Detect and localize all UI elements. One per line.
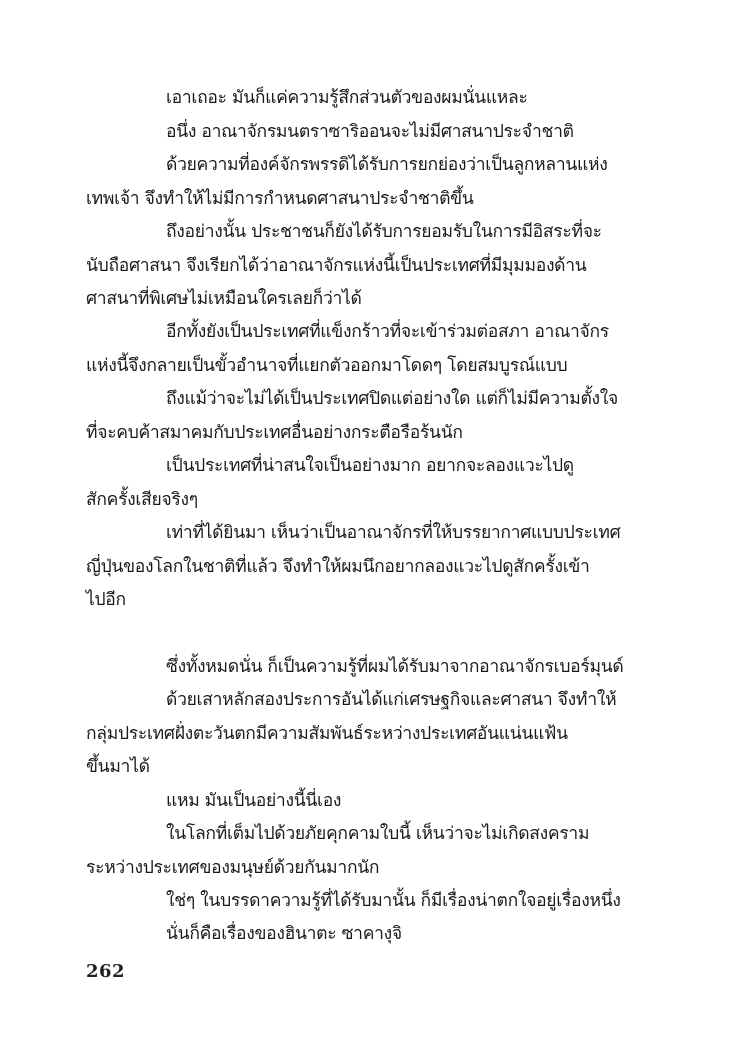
page-number: 262 <box>86 961 126 982</box>
text-line: เอาเถอะ มันก็แค่ความรู้สึกส่วนตัวของผมนั่นแหละ <box>166 88 528 108</box>
text-line: ระหว่างประเทศของมนุษย์ด้วยกันมากนัก <box>86 858 380 878</box>
text-line: ศาสนาที่พิเศษไม่เหมือนใครเลยก็ว่าได้ <box>86 289 362 309</box>
text-line: นั่นก็คือเรื่องของฮินาตะ ซาคางุจิ <box>166 924 402 944</box>
text-line: ขึ้นมาได้ <box>86 757 150 777</box>
text-line: ในโลกที่เต็มไปด้วยภัยคุกคามใบนี้ เห็นว่าจะไม่เกิดสงคราม <box>166 824 590 844</box>
text-line: ใช่ๆ ในบรรดาความรู้ที่ได้รับมานั้น ก็มีเรื่องน่าตกใจอยู่เรื่องหนึ่ง <box>166 891 621 911</box>
text-line: ญี่ปุ่นของโลกในชาติที่แล้ว จึงทำให้ผมนึกอยากลองแวะไปดูสักครั้งเข้า <box>86 557 590 577</box>
text-line: ซึ่งทั้งหมดนั่น ก็เป็นความรู้ที่ผมได้รับมาจากอาณาจักรเบอร์มุนด์ <box>166 657 624 677</box>
text-line: อนึ่ง อาณาจักรมนตราซาริออนจะไม่มีศาสนาประจำชาติ <box>166 122 574 142</box>
text-line: ถึงอย่างนั้น ประชาชนก็ยังได้รับการยอมรับในการมีอิสระที่จะ <box>166 222 602 242</box>
text-line: แหม มันเป็นอย่างนี้นี่เอง <box>166 791 342 811</box>
text-line: ถึงแม้ว่าจะไม่ได้เป็นประเทศปิดแต่อย่างใด แต่ก็ไม่มีความตั้งใจ <box>166 389 618 409</box>
text-line: อีกทั้งยังเป็นประเทศที่แข็งกร้าวที่จะเข้าร่วมต่อสภา อาณาจักร <box>166 322 609 342</box>
text-line: แห่งนี้จึงกลายเป็นขั้วอำนาจที่แยกตัวออกมาโดดๆ โดยสมบูรณ์แบบ <box>86 356 568 376</box>
text-line: สักครั้งเสียจริงๆ <box>86 490 198 510</box>
text-line: ที่จะคบค้าสมาคมกับประเทศอื่นอย่างกระตือรือร้นนัก <box>86 423 463 443</box>
text-line: ไปอีก <box>86 590 126 610</box>
text-line: กลุ่มประเทศฝั่งตะวันตกมีความสัมพันธ์ระหว่างประเทศอันแน่นแฟ้น <box>86 724 568 744</box>
text-line: ด้วยความที่องค์จักรพรรดิได้รับการยกย่องว่าเป็นลูกหลานแห่ง <box>166 155 608 175</box>
text-line: ด้วยเสาหลักสองประการอันได้แก่เศรษฐกิจและศาสนา จึงทำให้ <box>166 690 617 710</box>
text-line: เป็นประเทศที่น่าสนใจเป็นอย่างมาก อยากจะลองแวะไปดู <box>166 456 574 476</box>
text-line: เท่าที่ได้ยินมา เห็นว่าเป็นอาณาจักรที่ให้บรรยากาศแบบประเทศ <box>166 523 621 543</box>
text-line: เทพเจ้า จึงทำให้ไม่มีการกำหนดศาสนาประจำชาติขึ้น <box>86 189 474 209</box>
text-line: นับถือศาสนา จึงเรียกได้ว่าอาณาจักรแห่งนี้เป็นประเทศที่มีมุมมองด้าน <box>86 256 587 276</box>
